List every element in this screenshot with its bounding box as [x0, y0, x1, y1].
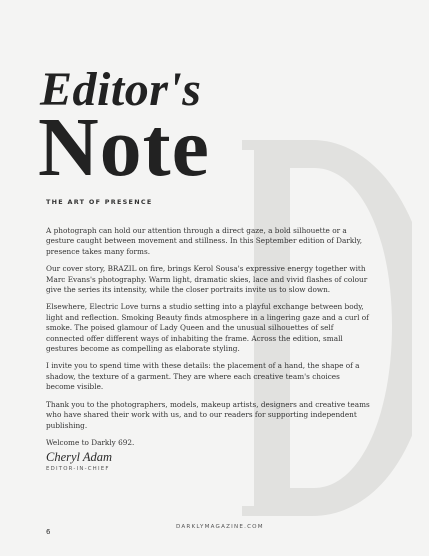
paragraph: A photograph can hold our attention through a direct gaze, a bold silhouette or a gesture caught between movement and stillness. In this September edition of Darkly, presence takes many forms. — [46, 226, 363, 256]
paragraph: Elsewhere, Electric Love turns a studio setting into a playful exchange between body, light and reflection. Smoking Beauty finds atmosphere in a lingering gaze and a curl of smoke. The poised glamour of Lady Queen and the unusual silhouettes of self connected offer different ways of inhabiting the frame. Across the edition, small gestures become as compelling as elaborate styling. — [46, 302, 369, 354]
paragraph: Our cover story, BRAZIL on fire, brings Kerol Sousa's expressive energy together with Marc Evans's photography. Warm light, dramatic skies, lace and vivid flashes of colour give the series its intensity, while the closer portraits invite us to slow down. — [46, 264, 368, 295]
page-number: 6 — [46, 528, 51, 536]
title-editors: Editor's — [40, 63, 202, 116]
paragraph: I invite you to spend time with these details: the placement of a hand, the shape of a shadow, the texture of a garment. They are where each creative team's choices become visible. — [46, 361, 360, 392]
footer-website: DARKLYMAGAZINE.COM — [176, 524, 264, 530]
signature-role: EDITOR-IN-CHIEF — [46, 466, 110, 472]
paragraph: Welcome to Darkly 692. — [46, 437, 135, 447]
section-kicker: THE ART OF PRESENCE — [46, 198, 153, 206]
article-body — [46, 226, 370, 455]
title-note: Note — [38, 101, 210, 194]
paragraph: Thank you to the photographers, models, makeup artists, designers and creative teams who have shared their work with us, and to our readers for supporting independent publishing. — [46, 399, 370, 430]
signature-name: Cheryl Adam — [46, 450, 113, 464]
